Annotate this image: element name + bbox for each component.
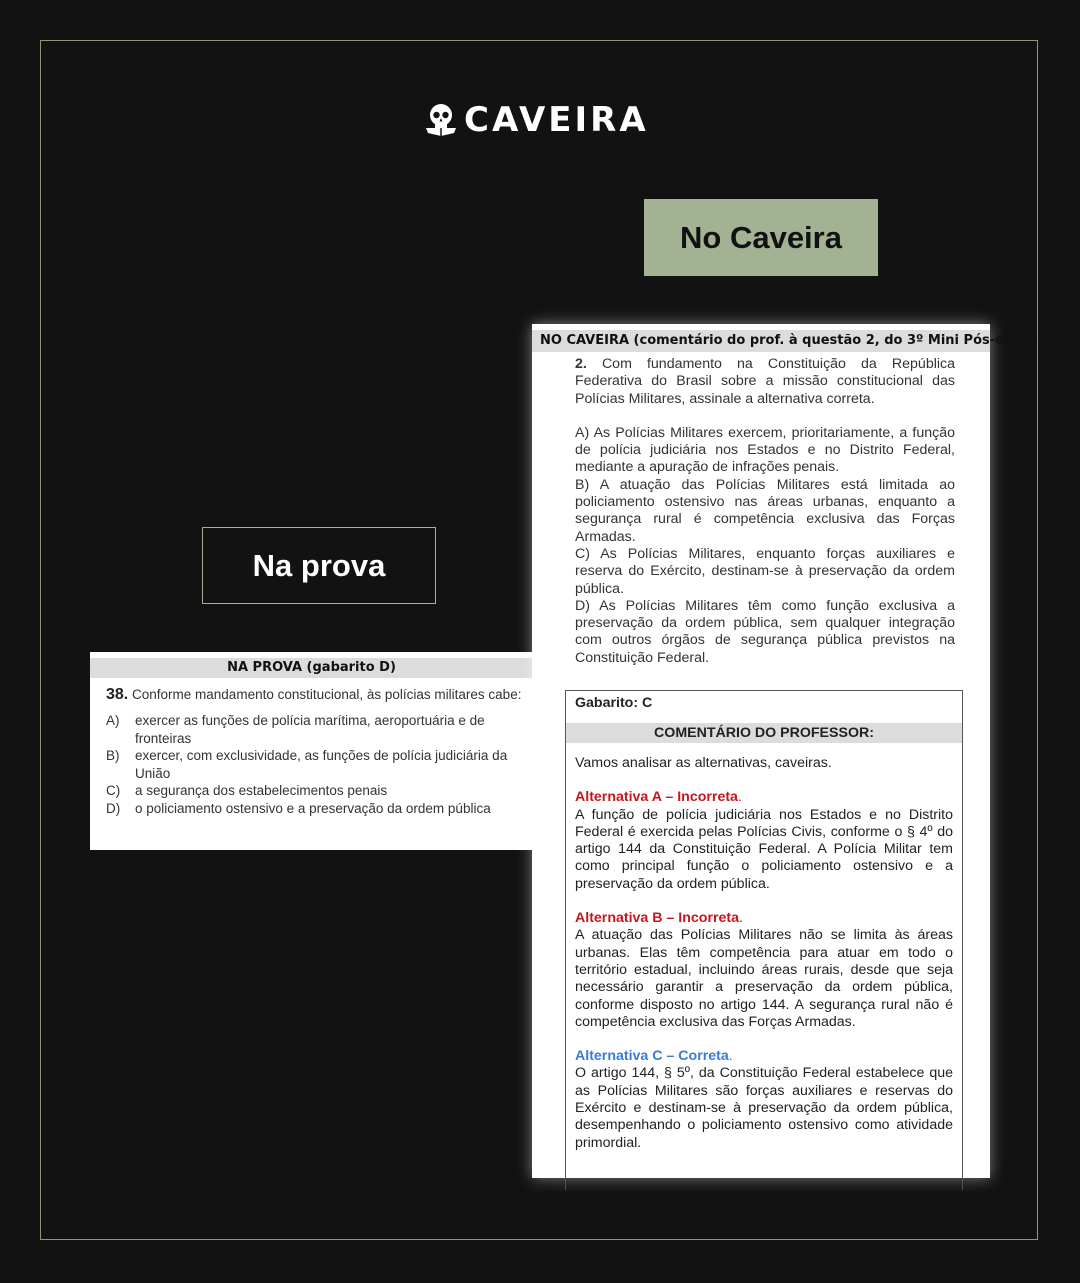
alternative-b-title: Alternativa B – Incorreta (575, 910, 740, 927)
caveira-option: C) As Polícias Militares, enquanto forças auxiliares e reserva do Exército, destinam-se à preservação da ordem pública. (575, 545, 955, 597)
alternative-a-title: Alternativa A – Incorreta (575, 789, 738, 806)
alternative-c-title: Alternativa C – Correta (575, 1048, 729, 1065)
exam-question (90, 678, 533, 703)
exam-options (90, 712, 533, 817)
answer-key: Gabarito: C (575, 695, 653, 711)
exam-option (106, 747, 533, 782)
option-letter: C) (106, 783, 121, 798)
alternative-a-text: A função de polícia judiciária nos Estados e no Distrito Federal é exercida pelas Polícias Civis, conforme o § 4º do artigo 144 da Constituição Federal. A Polícia Militar tem como principal função o policiamento ostensivo e a preservação da ordem pública. (575, 806, 953, 892)
caveira-question-text: Com fundamento na Constituição da República Federativa do Brasil sobre a missão constitucional das Polícias Militares, assinale a alternativa correta. (575, 356, 955, 407)
caveira-option: A) As Polícias Militares exercem, prioritariamente, a função de polícia judiciária nos Estados e no Distrito Federal, mediante a apuração de infrações penais. (575, 424, 955, 476)
option-text: exercer as funções de polícia marítima, aeroportuária e de fronteiras (135, 713, 485, 746)
caveira-card-header: NO CAVEIRA (comentário do prof. à questão 2, do 3º Mini Pós-edital) (532, 330, 990, 352)
skull-icon (424, 102, 458, 138)
caveira-question-card (532, 324, 1044, 1178)
exam-question-number: 38. (106, 686, 129, 703)
option-letter: A) (106, 713, 120, 728)
caveira-question-number: 2. (575, 356, 587, 372)
logo (424, 100, 664, 140)
exam-option (106, 800, 533, 818)
na-prova-label: Na prova (202, 527, 436, 604)
caveira-question-body (532, 352, 990, 667)
option-letter: B) (106, 748, 120, 763)
caveira-option: B) A atuação das Polícias Militares está limitada ao policiamento ostensivo nas áreas urbanas, enquanto a segurança rural é competência exclusiva das Forças Armadas. (575, 476, 955, 545)
exam-option (106, 782, 533, 800)
no-caveira-label: No Caveira (644, 199, 878, 276)
option-text: exercer, com exclusividade, as funções de polícia judiciária da União (135, 748, 508, 781)
option-text: o policiamento ostensivo e a preservação da ordem pública (135, 800, 491, 816)
option-letter: D) (106, 800, 121, 816)
comment-intro: Vamos analisar as alternativas, caveiras. (575, 755, 832, 771)
caveira-option: D) As Polícias Militares têm como função exclusiva a preservação da ordem pública, sem qualquer integração com outros órgãos de segurança pública previstos na Constituição Federal. (575, 597, 955, 666)
exam-question-text: Conforme mandamento constitucional, às polícias militares cabe: (132, 687, 522, 702)
exam-option (106, 712, 533, 747)
alternative-c-text: O artigo 144, § 5º, da Constituição Federal estabelece que as Polícias Militares são forças auxiliares e reservas do Exército e destinam-se à preservação da ordem pública, desempenhando o policiamento ostensivo como atividade primordial. (575, 1065, 953, 1151)
comment-header: COMENTÁRIO DO PROFESSOR: (566, 723, 962, 743)
comment-text: Vamos analisar as alternativas, caveiras. Alternativa A – Incorreta. A função de polícia judiciária nos Estados e no Distrito Federal é exercida pelas Polícias Civis, conforme o § 4º do artigo 144 da Constituição Federal. A Polícia Militar tem como principal função o policiamento ostensivo e a preservação da ordem pública. Alternativa B – Incorreta. A atuação das Polícias Militares não se limita às áreas urbanas. Elas têm competência para atuar em todo o território estadual, incluindo áreas rurais, desde que seja necessário garantir a preservação da ordem pública, conforme disposto no artigo 144. A segurança rural não é competência exclusiva das Forças Armadas. Alternativa C – Correta. O artigo 144, § 5º, da Constituição Federal estabelece que as Polícias Militares são forças auxiliares e reservas do Exército e destinam-se à preservação da ordem pública, desempenhando o policiamento ostensivo como atividade primordial. (575, 755, 953, 1151)
logo-wordmark: CAVEIRA (464, 100, 649, 140)
exam-card-header: NA PROVA (gabarito D) (90, 658, 533, 678)
alternative-b-text: A atuação das Polícias Militares não se limita às áreas urbanas. Elas têm competência para atuar em todo o território estadual, incluindo áreas rurais, desde que seja necessário garantir a preservação da ordem pública, conforme disposto no artigo 144. A segurança rural não é competência exclusiva das Forças Armadas. (575, 927, 953, 1030)
caveira-question (575, 356, 955, 408)
professor-comment-box (565, 690, 963, 1190)
exam-question-card (90, 652, 533, 850)
option-text: a segurança dos estabelecimentos penais (135, 783, 388, 798)
